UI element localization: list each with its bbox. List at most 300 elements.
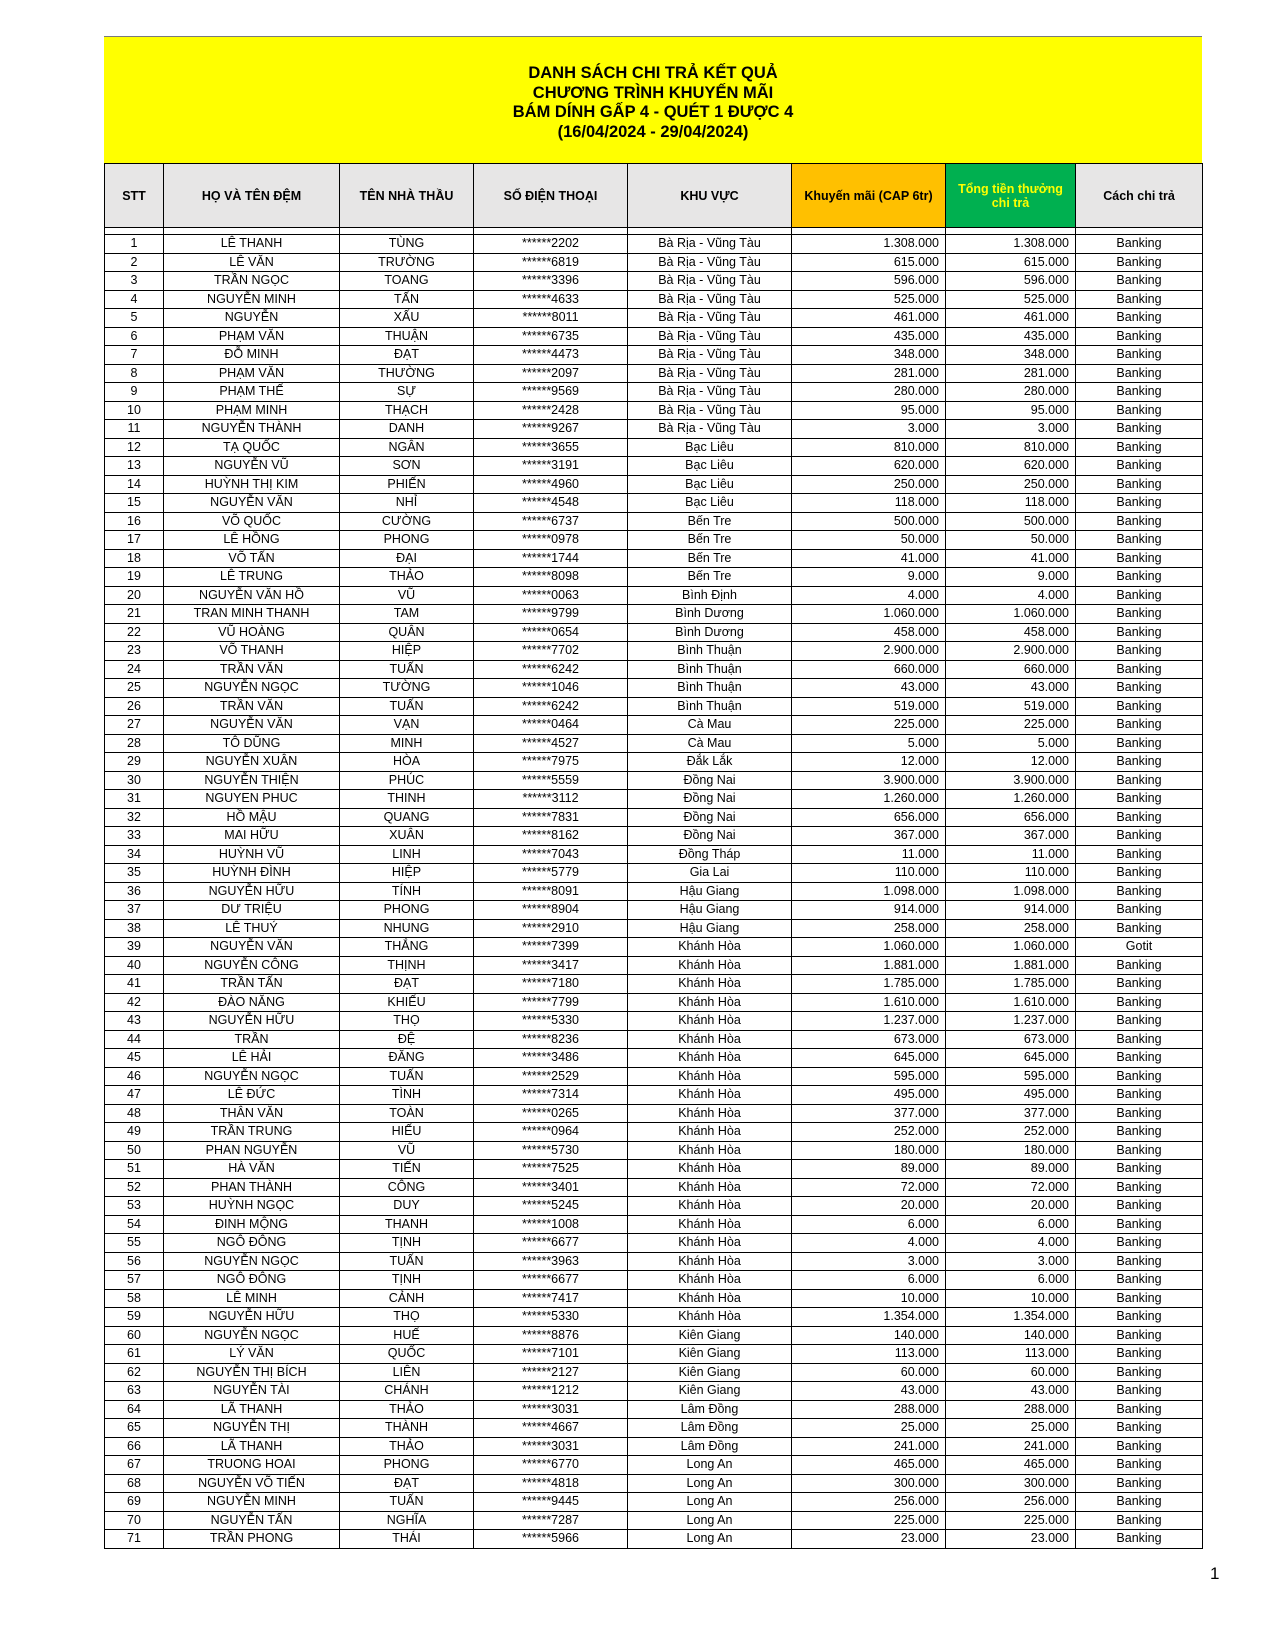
total-reward-cell: 1.881.000 bbox=[946, 956, 1076, 975]
contractor-name-cell: THẢO bbox=[340, 1437, 474, 1456]
region-cell: Bến Tre bbox=[628, 549, 792, 568]
payment-method-cell: Banking bbox=[1076, 605, 1203, 624]
phone-cell: ******2097 bbox=[474, 364, 628, 383]
total-reward-cell: 495.000 bbox=[946, 1086, 1076, 1105]
total-reward-cell: 1.237.000 bbox=[946, 1012, 1076, 1031]
region-cell: Khánh Hòa bbox=[628, 1197, 792, 1216]
stt-cell: 59 bbox=[105, 1308, 164, 1327]
payment-method-cell: Banking bbox=[1076, 771, 1203, 790]
full-name-cell: THÂN VĂN bbox=[164, 1104, 340, 1123]
full-name-cell: NGUYỄN TÀI bbox=[164, 1382, 340, 1401]
phone-cell: ******2529 bbox=[474, 1067, 628, 1086]
col-header-promotion: Khuyến mãi (CAP 6tr) bbox=[792, 164, 946, 228]
phone-cell: ******2910 bbox=[474, 919, 628, 938]
region-cell: Khánh Hòa bbox=[628, 993, 792, 1012]
promotion-cell: 252.000 bbox=[792, 1123, 946, 1142]
phone-cell: ******0978 bbox=[474, 531, 628, 550]
table-row bbox=[105, 716, 1203, 735]
region-cell: Bình Dương bbox=[628, 605, 792, 624]
full-name-cell: NGUYỄN XUÂN bbox=[164, 753, 340, 772]
phone-cell: ******3031 bbox=[474, 1437, 628, 1456]
payment-method-cell: Banking bbox=[1076, 1289, 1203, 1308]
phone-cell: ******2428 bbox=[474, 401, 628, 420]
title-line-1: DANH SÁCH CHI TRẢ KẾT QUẢ bbox=[528, 64, 778, 82]
total-reward-cell: 241.000 bbox=[946, 1437, 1076, 1456]
full-name-cell: LÊ THUÝ bbox=[164, 919, 340, 938]
phone-cell: ******1744 bbox=[474, 549, 628, 568]
full-name-cell: HÀ VĂN bbox=[164, 1160, 340, 1179]
stt-cell: 26 bbox=[105, 697, 164, 716]
phone-cell: ******7975 bbox=[474, 753, 628, 772]
table-row bbox=[105, 1308, 1203, 1327]
table-row bbox=[105, 753, 1203, 772]
total-reward-cell: 525.000 bbox=[946, 290, 1076, 309]
promotion-cell: 140.000 bbox=[792, 1326, 946, 1345]
table-row bbox=[105, 253, 1203, 272]
payment-method-cell: Gotit bbox=[1076, 938, 1203, 957]
promotion-cell: 656.000 bbox=[792, 808, 946, 827]
promotion-cell: 673.000 bbox=[792, 1030, 946, 1049]
payment-method-cell: Banking bbox=[1076, 790, 1203, 809]
contractor-name-cell: LIÊN bbox=[340, 1363, 474, 1382]
total-reward-cell: 458.000 bbox=[946, 623, 1076, 642]
phone-cell: ******5966 bbox=[474, 1530, 628, 1549]
promotion-cell: 241.000 bbox=[792, 1437, 946, 1456]
payment-method-cell: Banking bbox=[1076, 1141, 1203, 1160]
payment-method-cell: Banking bbox=[1076, 290, 1203, 309]
table-row bbox=[105, 1123, 1203, 1142]
payment-method-cell: Banking bbox=[1076, 494, 1203, 513]
phone-cell: ******6737 bbox=[474, 512, 628, 531]
payment-method-cell: Banking bbox=[1076, 1067, 1203, 1086]
contractor-name-cell: ĐẠT bbox=[340, 1474, 474, 1493]
full-name-cell: ĐINH MỘNG bbox=[164, 1215, 340, 1234]
table-row bbox=[105, 1234, 1203, 1253]
payment-method-cell: Banking bbox=[1076, 1252, 1203, 1271]
payout-sheet bbox=[104, 36, 1202, 1549]
region-cell: Kiên Giang bbox=[628, 1382, 792, 1401]
region-cell: Bạc Liêu bbox=[628, 494, 792, 513]
payment-method-cell: Banking bbox=[1076, 642, 1203, 661]
promotion-cell: 367.000 bbox=[792, 827, 946, 846]
table-row bbox=[105, 1419, 1203, 1438]
payment-method-cell: Banking bbox=[1076, 1419, 1203, 1438]
full-name-cell: NGUYỄN VĂN bbox=[164, 938, 340, 957]
contractor-name-cell: TIẾN bbox=[340, 1160, 474, 1179]
full-name-cell: NGUYỄN NGỌC bbox=[164, 1067, 340, 1086]
full-name-cell: LÊ THANH bbox=[164, 235, 340, 254]
promotion-cell: 620.000 bbox=[792, 457, 946, 476]
payment-method-cell: Banking bbox=[1076, 1030, 1203, 1049]
phone-cell: ******3963 bbox=[474, 1252, 628, 1271]
phone-cell: ******6770 bbox=[474, 1456, 628, 1475]
full-name-cell: NGUYỄN VĂN HỒ bbox=[164, 586, 340, 605]
phone-cell: ******3417 bbox=[474, 956, 628, 975]
region-cell: Khánh Hòa bbox=[628, 975, 792, 994]
promotion-cell: 615.000 bbox=[792, 253, 946, 272]
payment-method-cell: Banking bbox=[1076, 1086, 1203, 1105]
contractor-name-cell: NGHĨA bbox=[340, 1511, 474, 1530]
table-row bbox=[105, 679, 1203, 698]
stt-cell: 32 bbox=[105, 808, 164, 827]
contractor-name-cell: ĐẠT bbox=[340, 346, 474, 365]
promotion-cell: 645.000 bbox=[792, 1049, 946, 1068]
total-reward-cell: 140.000 bbox=[946, 1326, 1076, 1345]
table-row bbox=[105, 938, 1203, 957]
total-reward-cell: 9.000 bbox=[946, 568, 1076, 587]
stt-cell: 8 bbox=[105, 364, 164, 383]
table-row bbox=[105, 531, 1203, 550]
stt-cell: 3 bbox=[105, 272, 164, 291]
contractor-name-cell: THẢO bbox=[340, 568, 474, 587]
payment-method-cell: Banking bbox=[1076, 1308, 1203, 1327]
stt-cell: 30 bbox=[105, 771, 164, 790]
promotion-cell: 2.900.000 bbox=[792, 642, 946, 661]
promotion-cell: 258.000 bbox=[792, 919, 946, 938]
full-name-cell: HUỲNH NGỌC bbox=[164, 1197, 340, 1216]
phone-cell: ******6242 bbox=[474, 697, 628, 716]
phone-cell: ******4548 bbox=[474, 494, 628, 513]
full-name-cell: DƯ TRIỆU bbox=[164, 901, 340, 920]
total-reward-cell: 95.000 bbox=[946, 401, 1076, 420]
stt-cell: 16 bbox=[105, 512, 164, 531]
full-name-cell: NGUYỄN THỊ bbox=[164, 1419, 340, 1438]
table-row bbox=[105, 457, 1203, 476]
title-banner bbox=[104, 36, 1202, 163]
stt-cell: 13 bbox=[105, 457, 164, 476]
phone-cell: ******7287 bbox=[474, 1511, 628, 1530]
region-cell: Khánh Hòa bbox=[628, 1104, 792, 1123]
phone-cell: ******7314 bbox=[474, 1086, 628, 1105]
total-reward-cell: 180.000 bbox=[946, 1141, 1076, 1160]
promotion-cell: 465.000 bbox=[792, 1456, 946, 1475]
payment-method-cell: Banking bbox=[1076, 438, 1203, 457]
table-row bbox=[105, 290, 1203, 309]
promotion-cell: 435.000 bbox=[792, 327, 946, 346]
contractor-name-cell: TUẤN bbox=[340, 660, 474, 679]
table-row bbox=[105, 642, 1203, 661]
promotion-cell: 95.000 bbox=[792, 401, 946, 420]
payment-method-cell: Banking bbox=[1076, 1160, 1203, 1179]
payment-method-cell: Banking bbox=[1076, 586, 1203, 605]
phone-cell: ******3191 bbox=[474, 457, 628, 476]
full-name-cell: NGUYỄN TẤN bbox=[164, 1511, 340, 1530]
total-reward-cell: 660.000 bbox=[946, 660, 1076, 679]
total-reward-cell: 281.000 bbox=[946, 364, 1076, 383]
phone-cell: ******8876 bbox=[474, 1326, 628, 1345]
phone-cell: ******6677 bbox=[474, 1234, 628, 1253]
promotion-cell: 914.000 bbox=[792, 901, 946, 920]
contractor-name-cell: THÀNH bbox=[340, 1419, 474, 1438]
promotion-cell: 1.785.000 bbox=[792, 975, 946, 994]
total-reward-cell: 23.000 bbox=[946, 1530, 1076, 1549]
full-name-cell: NGUYỄN CÔNG bbox=[164, 956, 340, 975]
payment-method-cell: Banking bbox=[1076, 235, 1203, 254]
region-cell: Khánh Hòa bbox=[628, 1234, 792, 1253]
table-row bbox=[105, 1363, 1203, 1382]
payment-method-cell: Banking bbox=[1076, 531, 1203, 550]
table-row bbox=[105, 549, 1203, 568]
table-row bbox=[105, 845, 1203, 864]
promotion-cell: 180.000 bbox=[792, 1141, 946, 1160]
stt-cell: 67 bbox=[105, 1456, 164, 1475]
phone-cell: ******9445 bbox=[474, 1493, 628, 1512]
phone-cell: ******3655 bbox=[474, 438, 628, 457]
region-cell: Khánh Hòa bbox=[628, 1215, 792, 1234]
table-row bbox=[105, 697, 1203, 716]
region-cell: Đồng Nai bbox=[628, 808, 792, 827]
table-row bbox=[105, 993, 1203, 1012]
phone-cell: ******3486 bbox=[474, 1049, 628, 1068]
total-reward-cell: 4.000 bbox=[946, 1234, 1076, 1253]
full-name-cell: TRẦN VĂN bbox=[164, 660, 340, 679]
total-reward-cell: 4.000 bbox=[946, 586, 1076, 605]
total-reward-cell: 3.900.000 bbox=[946, 771, 1076, 790]
total-reward-cell: 465.000 bbox=[946, 1456, 1076, 1475]
table-row bbox=[105, 1067, 1203, 1086]
region-cell: Khánh Hòa bbox=[628, 1067, 792, 1086]
stt-cell: 34 bbox=[105, 845, 164, 864]
stt-cell: 48 bbox=[105, 1104, 164, 1123]
total-reward-cell: 300.000 bbox=[946, 1474, 1076, 1493]
total-reward-cell: 280.000 bbox=[946, 383, 1076, 402]
stt-cell: 24 bbox=[105, 660, 164, 679]
promotion-cell: 3.900.000 bbox=[792, 771, 946, 790]
region-cell: Bạc Liêu bbox=[628, 438, 792, 457]
full-name-cell: NGUYỄN VŨ bbox=[164, 457, 340, 476]
contractor-name-cell: SƠN bbox=[340, 457, 474, 476]
stt-cell: 42 bbox=[105, 993, 164, 1012]
total-reward-cell: 620.000 bbox=[946, 457, 1076, 476]
contractor-name-cell: PHONG bbox=[340, 531, 474, 550]
full-name-cell: NGUYỄN VÕ TIẾN bbox=[164, 1474, 340, 1493]
phone-cell: ******7702 bbox=[474, 642, 628, 661]
phone-cell: ******1212 bbox=[474, 1382, 628, 1401]
stt-cell: 4 bbox=[105, 290, 164, 309]
full-name-cell: NGUYỄN NGỌC bbox=[164, 679, 340, 698]
phone-cell: ******0964 bbox=[474, 1123, 628, 1142]
table-row bbox=[105, 1345, 1203, 1364]
phone-cell: ******7101 bbox=[474, 1345, 628, 1364]
table-header-row bbox=[105, 164, 1203, 228]
payment-method-cell: Banking bbox=[1076, 1123, 1203, 1142]
stt-cell: 61 bbox=[105, 1345, 164, 1364]
total-reward-cell: 2.900.000 bbox=[946, 642, 1076, 661]
total-reward-cell: 645.000 bbox=[946, 1049, 1076, 1068]
promotion-cell: 596.000 bbox=[792, 272, 946, 291]
full-name-cell: LÊ TRUNG bbox=[164, 568, 340, 587]
total-reward-cell: 1.098.000 bbox=[946, 882, 1076, 901]
col-header-stt: STT bbox=[105, 164, 164, 228]
payment-method-cell: Banking bbox=[1076, 309, 1203, 328]
payment-method-cell: Banking bbox=[1076, 975, 1203, 994]
full-name-cell: NGUYỄN HỮU bbox=[164, 1308, 340, 1327]
region-cell: Khánh Hòa bbox=[628, 1141, 792, 1160]
stt-cell: 23 bbox=[105, 642, 164, 661]
full-name-cell: PHAN THÀNH bbox=[164, 1178, 340, 1197]
promotion-cell: 1.098.000 bbox=[792, 882, 946, 901]
contractor-name-cell: PHONG bbox=[340, 901, 474, 920]
promotion-cell: 525.000 bbox=[792, 290, 946, 309]
full-name-cell: NGUYỄN THỊ BÍCH bbox=[164, 1363, 340, 1382]
table-row bbox=[105, 1437, 1203, 1456]
stt-cell: 9 bbox=[105, 383, 164, 402]
stt-cell: 7 bbox=[105, 346, 164, 365]
full-name-cell: LÃ THANH bbox=[164, 1400, 340, 1419]
promotion-cell: 20.000 bbox=[792, 1197, 946, 1216]
promotion-cell: 1.354.000 bbox=[792, 1308, 946, 1327]
contractor-name-cell: NHỈ bbox=[340, 494, 474, 513]
promotion-cell: 43.000 bbox=[792, 1382, 946, 1401]
contractor-name-cell: DANH bbox=[340, 420, 474, 439]
region-cell: Khánh Hòa bbox=[628, 938, 792, 957]
region-cell: Bà Rịa - Vũng Tàu bbox=[628, 346, 792, 365]
total-reward-cell: 250.000 bbox=[946, 475, 1076, 494]
contractor-name-cell: XẤU bbox=[340, 309, 474, 328]
payment-method-cell: Banking bbox=[1076, 1197, 1203, 1216]
promotion-cell: 4.000 bbox=[792, 586, 946, 605]
phone-cell: ******8091 bbox=[474, 882, 628, 901]
total-reward-cell: 10.000 bbox=[946, 1289, 1076, 1308]
contractor-name-cell: MINH bbox=[340, 734, 474, 753]
payment-method-cell: Banking bbox=[1076, 1215, 1203, 1234]
table-row bbox=[105, 660, 1203, 679]
phone-cell: ******5330 bbox=[474, 1012, 628, 1031]
total-reward-cell: 110.000 bbox=[946, 864, 1076, 883]
promotion-cell: 3.000 bbox=[792, 420, 946, 439]
promotion-cell: 118.000 bbox=[792, 494, 946, 513]
phone-cell: ******7831 bbox=[474, 808, 628, 827]
contractor-name-cell: PHIẾN bbox=[340, 475, 474, 494]
full-name-cell: NGUYỄN NGỌC bbox=[164, 1252, 340, 1271]
region-cell: Bình Thuận bbox=[628, 642, 792, 661]
contractor-name-cell: THỌ bbox=[340, 1308, 474, 1327]
region-cell: Đồng Nai bbox=[628, 790, 792, 809]
full-name-cell: LÊ VĂN bbox=[164, 253, 340, 272]
region-cell: Bạc Liêu bbox=[628, 475, 792, 494]
payment-method-cell: Banking bbox=[1076, 1326, 1203, 1345]
phone-cell: ******4667 bbox=[474, 1419, 628, 1438]
total-reward-cell: 1.785.000 bbox=[946, 975, 1076, 994]
contractor-name-cell: THẢO bbox=[340, 1400, 474, 1419]
region-cell: Khánh Hòa bbox=[628, 1123, 792, 1142]
table-row bbox=[105, 623, 1203, 642]
total-reward-cell: 20.000 bbox=[946, 1197, 1076, 1216]
payment-method-cell: Banking bbox=[1076, 1178, 1203, 1197]
full-name-cell: NGUYỄN THIỆN bbox=[164, 771, 340, 790]
promotion-cell: 810.000 bbox=[792, 438, 946, 457]
stt-cell: 12 bbox=[105, 438, 164, 457]
contractor-name-cell: TOÀN bbox=[340, 1104, 474, 1123]
full-name-cell: TRẦN TRUNG bbox=[164, 1123, 340, 1142]
promotion-cell: 1.260.000 bbox=[792, 790, 946, 809]
region-cell: Bình Thuận bbox=[628, 660, 792, 679]
contractor-name-cell: THÁI bbox=[340, 1530, 474, 1549]
stt-cell: 37 bbox=[105, 901, 164, 920]
table-row bbox=[105, 438, 1203, 457]
payment-method-cell: Banking bbox=[1076, 1363, 1203, 1382]
contractor-name-cell: SỰ bbox=[340, 383, 474, 402]
page-number: 1 bbox=[1210, 1564, 1220, 1583]
region-cell: Long An bbox=[628, 1474, 792, 1493]
stt-cell: 21 bbox=[105, 605, 164, 624]
total-reward-cell: 595.000 bbox=[946, 1067, 1076, 1086]
phone-cell: ******0265 bbox=[474, 1104, 628, 1123]
payment-method-cell: Banking bbox=[1076, 1456, 1203, 1475]
phone-cell: ******7043 bbox=[474, 845, 628, 864]
total-reward-cell: 500.000 bbox=[946, 512, 1076, 531]
payment-method-cell: Banking bbox=[1076, 346, 1203, 365]
table-body bbox=[105, 228, 1203, 1549]
promotion-cell: 4.000 bbox=[792, 1234, 946, 1253]
payment-method-cell: Banking bbox=[1076, 1345, 1203, 1364]
table-row bbox=[105, 901, 1203, 920]
phone-cell: ******5559 bbox=[474, 771, 628, 790]
phone-cell: ******7525 bbox=[474, 1160, 628, 1179]
region-cell: Bà Rịa - Vũng Tàu bbox=[628, 290, 792, 309]
contractor-name-cell: HIỆP bbox=[340, 864, 474, 883]
phone-cell: ******6735 bbox=[474, 327, 628, 346]
total-reward-cell: 3.000 bbox=[946, 420, 1076, 439]
stt-cell: 41 bbox=[105, 975, 164, 994]
total-reward-cell: 25.000 bbox=[946, 1419, 1076, 1438]
table-row bbox=[105, 1012, 1203, 1031]
table-row bbox=[105, 1160, 1203, 1179]
contractor-name-cell: LINH bbox=[340, 845, 474, 864]
contractor-name-cell: QUỐC bbox=[340, 1345, 474, 1364]
title-line-2: CHƯƠNG TRÌNH KHUYẾN MÃI bbox=[532, 83, 774, 102]
contractor-name-cell: XUÂN bbox=[340, 827, 474, 846]
payment-method-cell: Banking bbox=[1076, 716, 1203, 735]
region-cell: Khánh Hòa bbox=[628, 1252, 792, 1271]
promotion-cell: 495.000 bbox=[792, 1086, 946, 1105]
contractor-name-cell: THẮNG bbox=[340, 938, 474, 957]
total-reward-cell: 256.000 bbox=[946, 1493, 1076, 1512]
payout-table bbox=[104, 163, 1203, 1549]
table-row bbox=[105, 882, 1203, 901]
contractor-name-cell: TÌNH bbox=[340, 1086, 474, 1105]
full-name-cell: HUỲNH VŨ bbox=[164, 845, 340, 864]
total-reward-cell: 50.000 bbox=[946, 531, 1076, 550]
payment-method-cell: Banking bbox=[1076, 845, 1203, 864]
full-name-cell: HUỲNH ĐÌNH bbox=[164, 864, 340, 883]
full-name-cell: TRAN MINH THANH bbox=[164, 605, 340, 624]
total-reward-cell: 6.000 bbox=[946, 1271, 1076, 1290]
stt-cell: 54 bbox=[105, 1215, 164, 1234]
region-cell: Đồng Nai bbox=[628, 827, 792, 846]
full-name-cell: TRẦN PHONG bbox=[164, 1530, 340, 1549]
phone-cell: ******6819 bbox=[474, 253, 628, 272]
payment-method-cell: Banking bbox=[1076, 549, 1203, 568]
region-cell: Khánh Hòa bbox=[628, 1160, 792, 1179]
stt-cell: 31 bbox=[105, 790, 164, 809]
promotion-cell: 1.060.000 bbox=[792, 938, 946, 957]
region-cell: Kiên Giang bbox=[628, 1345, 792, 1364]
contractor-name-cell: TẤN bbox=[340, 290, 474, 309]
table-row bbox=[105, 401, 1203, 420]
full-name-cell: MAI HỮU bbox=[164, 827, 340, 846]
region-cell: Kiên Giang bbox=[628, 1363, 792, 1382]
region-cell: Gia Lai bbox=[628, 864, 792, 883]
stt-cell: 25 bbox=[105, 679, 164, 698]
payment-method-cell: Banking bbox=[1076, 568, 1203, 587]
total-reward-cell: 3.000 bbox=[946, 1252, 1076, 1271]
table-row bbox=[105, 1215, 1203, 1234]
table-row bbox=[105, 1252, 1203, 1271]
total-reward-cell: 348.000 bbox=[946, 346, 1076, 365]
header-spacer-row bbox=[105, 228, 1203, 235]
promotion-cell: 377.000 bbox=[792, 1104, 946, 1123]
